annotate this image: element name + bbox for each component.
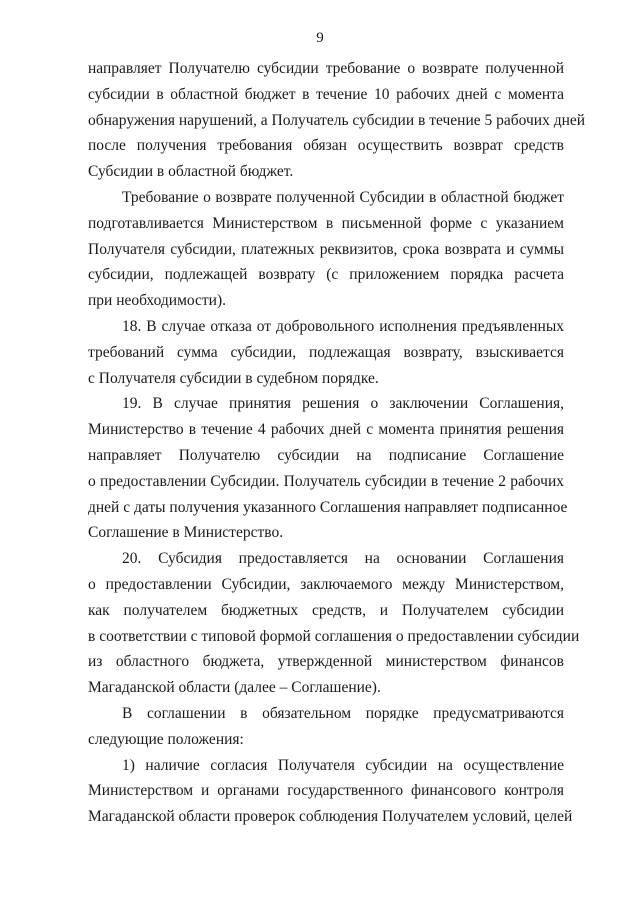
text-line: из областного бюджета, утвержденной министерством финансов: [88, 653, 564, 671]
paragraph: [88, 185, 564, 314]
text-line: в соответствии с типовой формой соглашения о предоставлении субсидии: [88, 627, 580, 645]
text-line: дней с даты получения указанного Соглашения направляет подписанное: [88, 498, 568, 516]
text-line: 19. В случае принятия решения о заключении Соглашения,: [122, 395, 564, 413]
text-line: 20. Субсидия предоставляется на основании Соглашения: [122, 550, 564, 568]
text-line: направляет Получателю субсидии на подписание Соглашение: [88, 446, 564, 464]
paragraph: [88, 546, 580, 701]
paragraph: [88, 391, 568, 546]
text-line: 1) наличие согласия Получателя субсидии на осуществление: [122, 756, 564, 774]
text-line: после получения требования обязан осуществить возврат средств: [88, 137, 564, 155]
text-line: о предоставлении Субсидии. Получатель субсидии в течение 2 рабочих: [88, 472, 564, 490]
text-line: обнаружения нарушений, а Получатель субсидии в течение 5 рабочих дней: [88, 111, 586, 129]
text-line: субсидии в областной бюджет в течение 10 рабочих дней с момента: [88, 85, 564, 103]
text-line: о предоставлении Субсидии, заключаемого между Министерством,: [88, 575, 564, 593]
text-line: как получателем бюджетных средств, и Получателем субсидии: [88, 601, 564, 619]
text-line: Магаданской области проверок соблюдения Получателем условий, целей: [88, 808, 573, 826]
paragraph: [88, 701, 564, 753]
paragraph: [88, 56, 586, 185]
text-line: Министерство в течение 4 рабочих дней с момента принятия решения: [88, 421, 564, 439]
text-line: Получателя субсидии, платежных реквизитов, срока возврата и суммы: [88, 240, 564, 258]
text-line: Субсидии в областной бюджет.: [88, 163, 294, 181]
text-line: Магаданской области (далее – Соглашение).: [88, 679, 381, 697]
text-line: следующие положения:: [88, 730, 244, 748]
text-line: 18. В случае отказа от добровольного исполнения предъявленных: [122, 317, 564, 335]
text-line: Требование о возврате полученной Субсидии в областной бюджет: [122, 188, 564, 206]
text-line: субсидии, подлежащей возврату (с приложением порядка расчета: [88, 266, 564, 284]
text-line: Министерством и органами государственного финансового контроля: [88, 782, 564, 800]
text-line: при необходимости).: [88, 292, 227, 310]
text-line: с Получателя субсидии в судебном порядке.: [88, 369, 379, 387]
paragraph: [88, 753, 573, 830]
text-line: Соглашение в Министерство.: [88, 524, 284, 542]
text-line: требований сумма субсидии, подлежащая возврату, взыскивается: [88, 343, 564, 361]
text-line: подготавливается Министерством в письменной форме с указанием: [88, 214, 564, 232]
page-number: 9: [316, 30, 324, 46]
document-body: [88, 56, 586, 830]
paragraph: [88, 314, 564, 391]
text-line: направляет Получателю субсидии требование о возврате полученной: [88, 60, 564, 77]
text-line: В соглашении в обязательном порядке предусматриваются: [122, 704, 564, 722]
